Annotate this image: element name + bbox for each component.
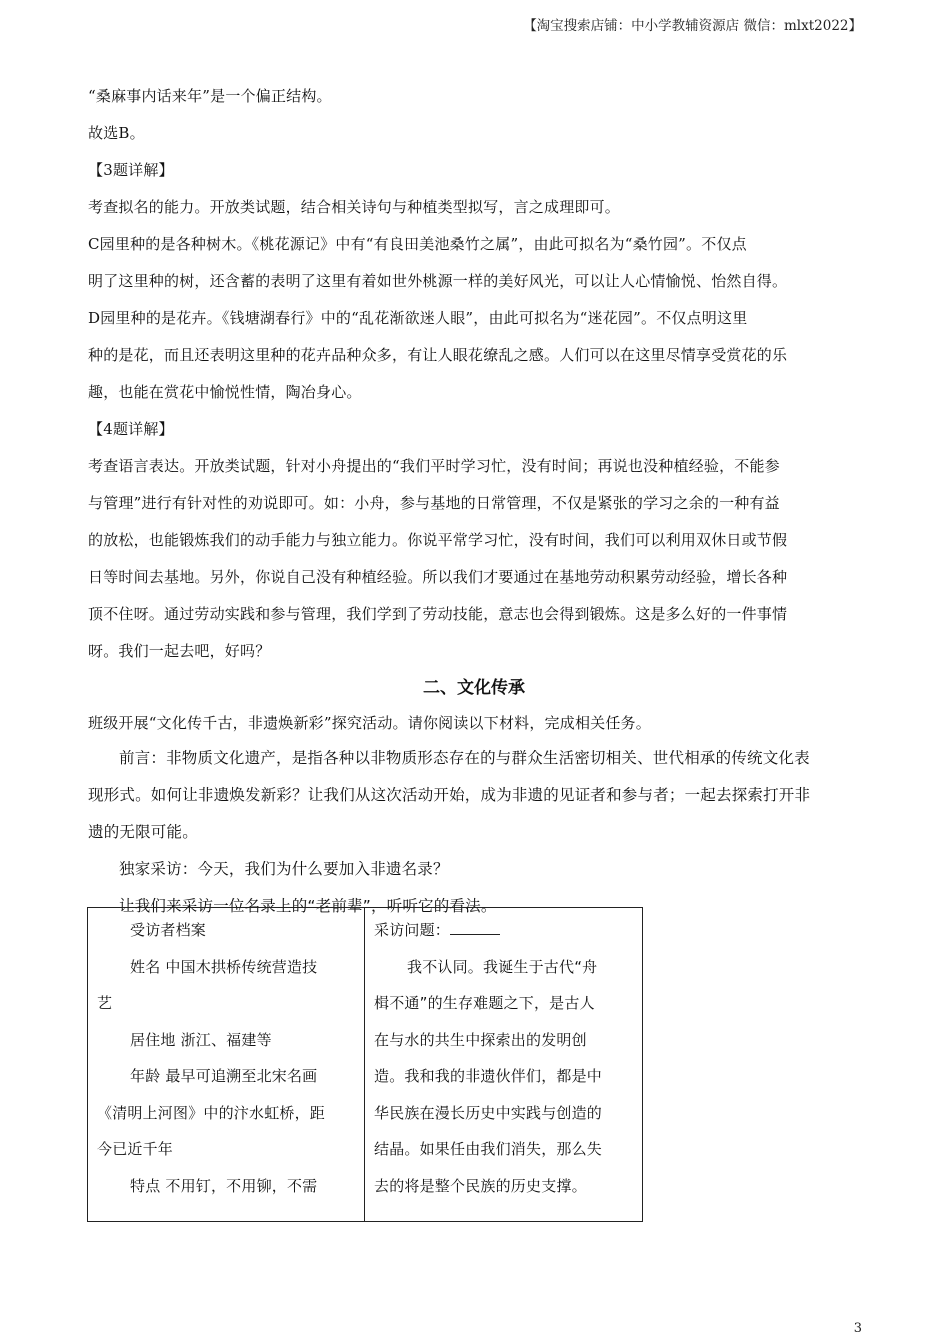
profile-line: 今已近千年 xyxy=(97,1140,174,1158)
interview-line: 独家采访：今天，我们为什么要加入非遗名录？ xyxy=(119,860,449,878)
preface-line: 前言：非物质文化遗产，是指各种以非物质形态存在的与群众生活密切相关、世代相承的传统文化表 xyxy=(119,749,810,767)
body-line: 与管理”进行有针对性的劝说即可。如：小舟，参与基地的日常管理，不仅是紧张的学习之余的一种有益 xyxy=(88,494,780,512)
profile-line: 年龄 最早可追溯至北宋名画 xyxy=(130,1067,318,1085)
answer-line: 我不认同。我诞生于古代“舟 xyxy=(407,957,598,976)
profile-line: 艺 xyxy=(97,994,113,1012)
answer-line: 结晶。如果任由我们消失，那么失 xyxy=(374,1140,603,1158)
body-line: 考查语言表达。开放类试题，针对小舟提出的“我们平时学习忙，没有时间；再说也没种植经验，不能参 xyxy=(88,457,780,475)
question-label-text: 采访问题： xyxy=(374,921,451,939)
section-heading-q3: 【3题详解】 xyxy=(88,161,174,179)
answer-line: 楫不通”的生存难题之下，是古人 xyxy=(374,994,595,1012)
body-line: C园里种的是各种树木。《桃花源记》中有“有良田美池桑竹之属”，由此可拟名为“桑竹园”。不仅点 xyxy=(88,235,747,253)
answer-line: 造。我和我的非遗伙伴们，都是中 xyxy=(374,1067,603,1085)
section-title: 二、文化传承 xyxy=(423,678,525,698)
section-heading-q4: 【4题详解】 xyxy=(88,420,174,438)
body-line: 明了这里种的树，还含蓄的表明了这里有着如世外桃源一样的美好风光，可以让人心情愉悦、怡然自得。 xyxy=(88,272,788,290)
answer-line: 去的将是整个民族的历史支撑。 xyxy=(374,1176,587,1195)
question-blank xyxy=(450,920,500,935)
profile-line: 特点 不用钉，不用铆，不需 xyxy=(130,1176,318,1195)
shop-header-note: 【淘宝搜索店铺：中小学教辅资源店 微信：mlxt2022】 xyxy=(523,18,862,34)
body-line: 考查拟名的能力。开放类试题，结合相关诗句与种植类型拟写，言之成理即可。 xyxy=(88,198,621,216)
interview-question-label xyxy=(374,912,634,949)
body-line: D园里种的是花卉。《钱塘湖春行》中的“乱花渐欲迷人眼”，由此可拟名为“迷花园”。不仅点明这里 xyxy=(88,309,748,327)
preface-line: 遗的无限可能。 xyxy=(88,823,198,841)
profile-line: 居住地 浙江、福建等 xyxy=(130,1030,272,1049)
body-line: 故选B。 xyxy=(88,124,145,142)
section-intro: 班级开展“文化传千古，非遗焕新彩”探究活动。请你阅读以下材料，完成相关任务。 xyxy=(88,714,651,732)
interview-answer-cell xyxy=(365,908,642,1221)
answer-line: 华民族在漫长历史中实践与创造的 xyxy=(374,1103,603,1122)
profile-line: 《清明上河图》中的汴水虹桥，距 xyxy=(97,1103,326,1122)
body-line: 日等时间去基地。另外，你说自己没有种植经验。所以我们才要通过在基地劳动积累劳动经验，增长各种 xyxy=(88,568,788,586)
page-number: 3 xyxy=(853,1321,862,1336)
invite-line: 让我们来采访一位名录上的“老前辈”，听听它的看法。 xyxy=(119,897,497,915)
body-line: 种的是花，而且还表明这里种的花卉品种众多，有让人眼花缭乱之感。人们可以在这里尽情享受赏花的乐 xyxy=(88,346,788,364)
profile-line: 姓名 中国木拱桥传统营造技 xyxy=(130,957,318,976)
interview-table xyxy=(87,907,643,1222)
preface-line: 现形式。如何让非遗焕发新彩？让我们从这次活动开始，成为非遗的见证者和参与者；一起去探索打开非 xyxy=(88,786,811,804)
profile-heading: 受访者档案 xyxy=(130,921,207,939)
body-line: 呀。我们一起去吧，好吗？ xyxy=(88,642,271,660)
body-line: 趣，也能在赏花中愉悦性情，陶冶身心。 xyxy=(88,383,362,401)
document-body xyxy=(88,78,860,925)
body-line: 顶不住呀。通过劳动实践和参与管理，我们学到了劳动技能，意志也会得到锻炼。这是多么好的一件事情 xyxy=(88,605,788,623)
interviewee-profile-cell xyxy=(88,908,365,1221)
body-line: “桑麻事内话来年”是一个偏正结构。 xyxy=(88,87,332,105)
answer-line: 在与水的共生中探索出的发明创 xyxy=(374,1030,587,1049)
body-line: 的放松，也能锻炼我们的动手能力与独立能力。你说平常学习忙，没有时间，我们可以利用双休日或节假 xyxy=(88,531,788,549)
